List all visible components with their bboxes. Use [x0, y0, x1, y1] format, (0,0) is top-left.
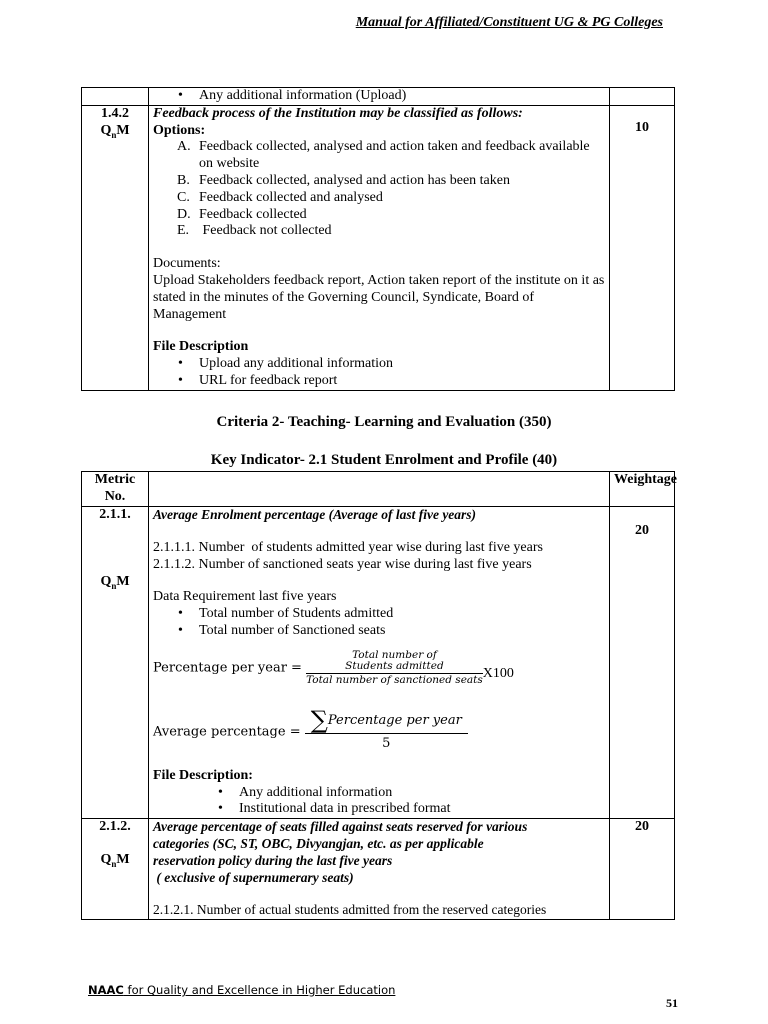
- data-requirement-list: [153, 606, 605, 640]
- percentage-formula: Percentage per year = Total number of Students admitted Total number of sanctioned seats X100: [153, 648, 514, 686]
- table-header-row: [82, 472, 675, 507]
- file-description-list: [153, 785, 605, 819]
- list-item: • Upload any additional information: [199, 356, 605, 373]
- option-item: B. Feedback collected, analysed and action has been taken: [177, 172, 510, 188]
- list-item: • URL for feedback report: [199, 373, 605, 390]
- option-item: C. Feedback collected and analysed: [177, 189, 383, 205]
- average-formula: Average percentage = $\frac{\text{∑Percentage per year}}{5}$: [153, 710, 605, 768]
- option-item: E. Feedback not collected: [177, 223, 332, 239]
- column-header-metric: Metric No.: [82, 472, 149, 507]
- data-requirement-label: Data Requirement last five years: [153, 589, 337, 605]
- file-description-list: [153, 356, 605, 390]
- options-label: Options:: [153, 122, 206, 138]
- page-header: Manual for Affiliated/Constituent UG & PG Colleges: [355, 15, 663, 30]
- key-indicator-heading: Key Indicator- 2.1 Student Enrolment and Profile (40): [210, 452, 558, 468]
- table-row: [82, 507, 675, 819]
- option-item: A. Feedback collected, analysed and action taken and feedback available on website: [177, 139, 590, 172]
- table-row: [82, 819, 675, 920]
- page-number: 51: [666, 996, 678, 1010]
- metric-number: 1.4.2: [101, 105, 129, 121]
- enrolment-table: [81, 471, 675, 920]
- sub-metric: 2.1.1.1. Number of students admitted year wise during last five years: [153, 539, 543, 555]
- feedback-table: [81, 87, 675, 391]
- formula-fraction: Total number of Students admitted Total number of sanctioned seats: [306, 648, 483, 686]
- option-item: D. Feedback collected: [177, 206, 307, 222]
- file-description-label: File Description: [153, 339, 249, 355]
- table-row: [82, 88, 675, 106]
- documents-text: Upload Stakeholders feedback report, Action taken report of the institute on it as stated in the minutes of the Governing Council, Syndicate, Board of Management: [153, 272, 605, 322]
- metric-title: Feedback process of the Institution may be classified as follows:: [153, 105, 523, 121]
- metric-type: $Q_nM$: [100, 851, 130, 869]
- options-list: [153, 139, 605, 240]
- metric-type: $Q_nM$: [100, 573, 130, 591]
- list-item: • Any additional information (Upload): [199, 88, 605, 105]
- list-item: • Any additional information: [239, 785, 605, 802]
- metric-number: 2.1.1.: [99, 507, 131, 522]
- weightage-value: 20: [635, 819, 649, 835]
- table-row: [82, 105, 675, 390]
- file-description-label: File Description:: [153, 767, 253, 783]
- list-item: • Total number of Students admitted: [199, 606, 605, 623]
- list-item: • Total number of Sanctioned seats: [199, 623, 605, 640]
- formula-fraction: $\frac{\text{∑Percentage per year}}{5}$: [305, 712, 468, 752]
- list-item: • Institutional data in prescribed format: [239, 801, 605, 818]
- page-footer: NAAC for Quality and Excellence in Higher Education: [88, 983, 396, 997]
- metric-title: Average Enrolment percentage (Average of last five years): [153, 507, 477, 522]
- metric-number: 2.1.2.: [99, 819, 131, 835]
- metric-type: $Q_nM$: [100, 122, 130, 140]
- naac-logo-text: NAAC: [88, 983, 124, 997]
- column-header-weightage: Weightage: [610, 472, 675, 507]
- criteria-heading: Criteria 2- Teaching- Learning and Evaluation (350): [216, 414, 552, 430]
- weightage-value: 10: [635, 119, 649, 135]
- metric-title: Average percentage of seats filled against seats reserved for various categories (SC, ST, OBC, Divyangjan, etc. as per applicable reservation policy during the last five years ( exclusive of supernumerary seats): [153, 819, 528, 885]
- sub-metric: 2.1.2.1. Number of actual students admitted from the reserved categories: [153, 902, 547, 918]
- weightage-value: 20: [635, 523, 649, 538]
- documents-label: Documents:: [153, 256, 221, 272]
- sub-metric: 2.1.1.2. Number of sanctioned seats year wise during last five years: [153, 556, 532, 572]
